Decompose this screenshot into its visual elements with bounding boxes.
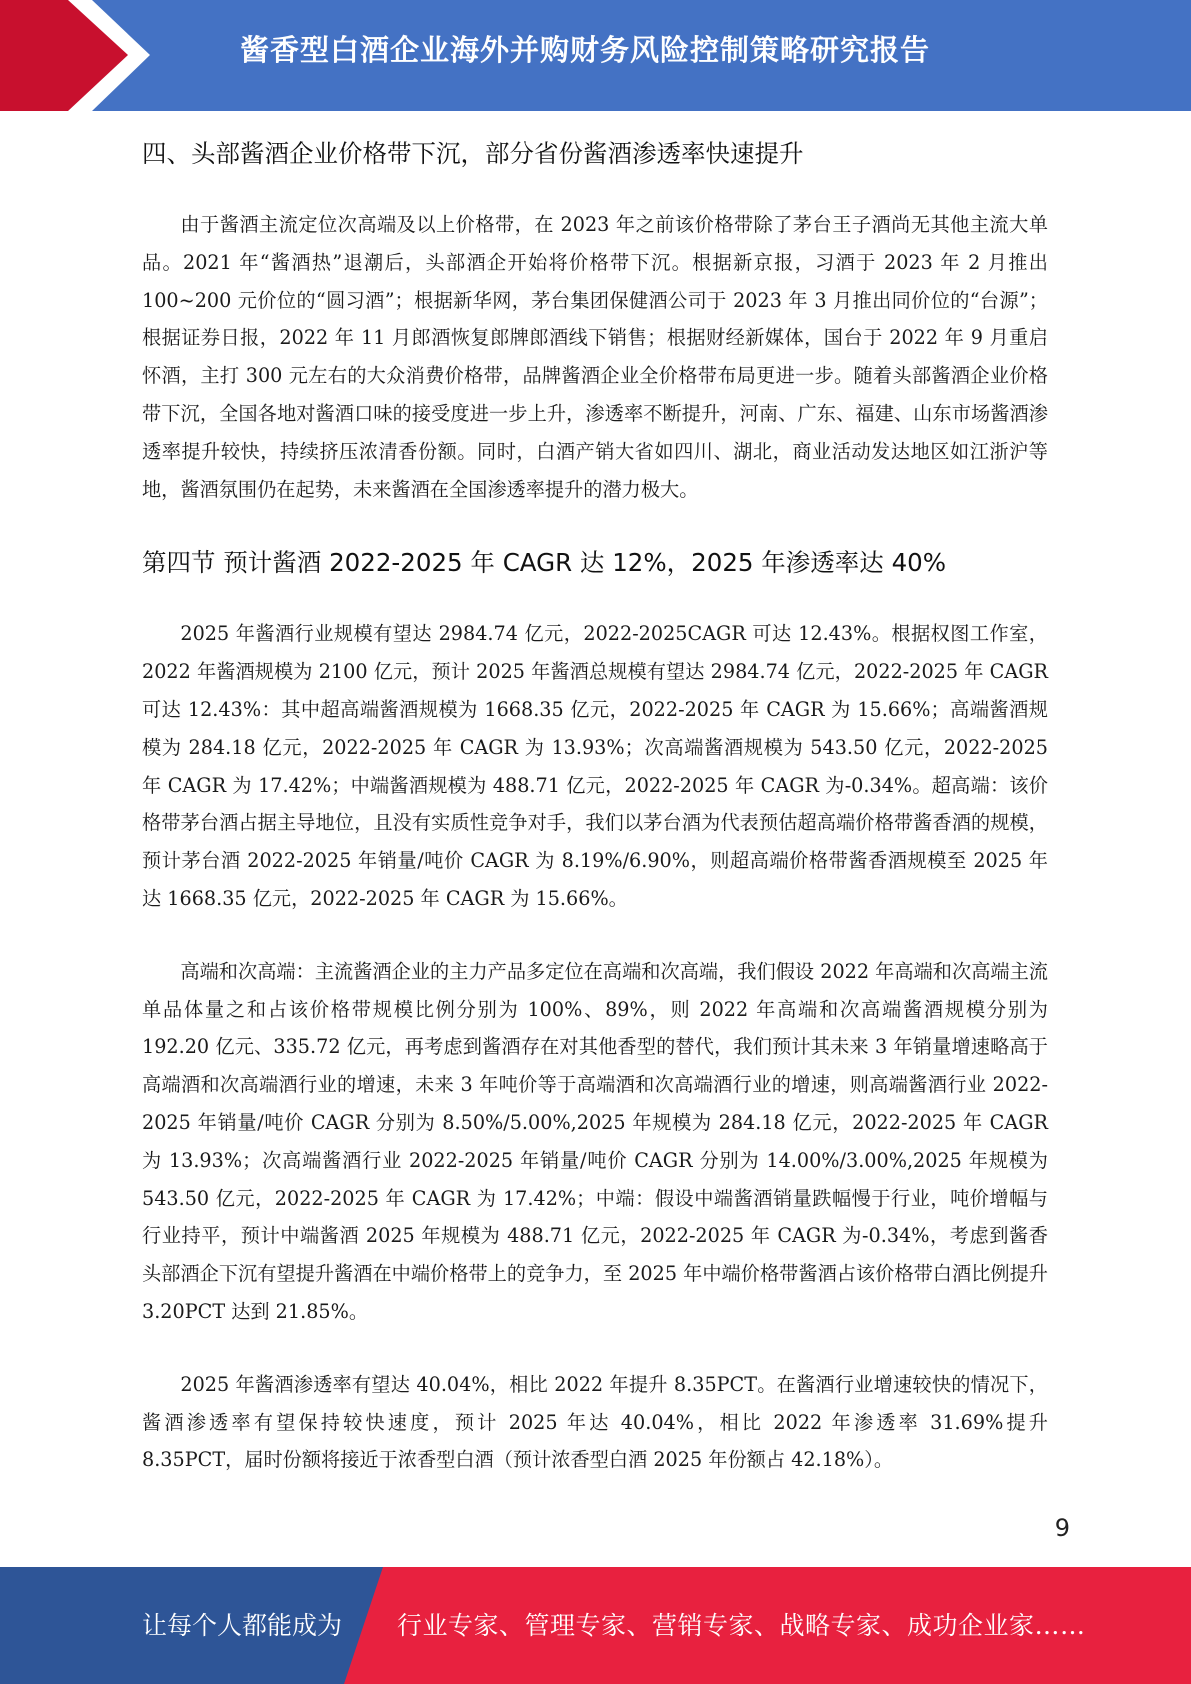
chapter-heading: 第四节 预计酱酒 2022-2025 年 CAGR 达 12%，2025 年渗透率达 40% bbox=[142, 548, 947, 578]
chevron-arrow-icon bbox=[0, 0, 160, 111]
section-heading: 四、头部酱酒企业价格带下沉，部分省份酱酒渗透率快速提升 bbox=[142, 139, 804, 168]
report-title: 酱香型白酒企业海外并购财务风险控制策略研究报告 bbox=[240, 33, 931, 67]
document-body bbox=[142, 126, 1048, 1514]
body-paragraph: 2025 年酱酒渗透率有望达 40.04%，相比 2022 年提升 8.35PCT。在酱酒行业增速较快的情况下，酱酒渗透率有望保持较快速度，预计 2025 年达 40.04%，相比 2022 年渗透率 31.69%提升 8.35PCT，届时份额将接近于浓香型白酒（预计浓香型白酒 2025 年份额占 42.18%）。 bbox=[142, 1372, 1048, 1472]
body-paragraph: 由于酱酒主流定位次高端及以上价格带，在 2023 年之前该价格带除了茅台王子酒尚无其他主流大单品。2021 年“酱酒热”退潮后，头部酒企开始将价格带下沉。根据新京报，习酒于 2023 年 2 月推出 100~200 元价位的“圆习酒”；根据新华网，茅台集团保健酒公司于 2023 年 3 月推出同价位的“台源”；根据证券日报，2022 年 11 月郎酒恢复郎牌郎酒线下销售；根据财经新媒体，国台于 2022 年 9 月重启怀酒，主打 300 元左右的大众消费价格带，品牌酱酒企业全价格带布局更进一步。随着头部酱酒企业价格带下沉，全国各地对酱酒口味的接受度进一步上升，渗透率不断提升，河南、广东、福建、山东市场酱酒渗透率提升较快，持续挤压浓清香份额。同时，白酒产销大省如四川、湖北，商业活动发达地区如江浙沪等地，酱酒氛围仍在起势，未来酱酒在全国渗透率提升的潜力极大。 bbox=[142, 213, 1048, 501]
footer-slogan-right: 行业专家、管理专家、营销专家、战略专家、成功企业家…… bbox=[397, 1611, 1086, 1640]
body-paragraph: 2025 年酱酒行业规模有望达 2984.74 亿元，2022-2025CAGR 可达 12.43%。根据权图工作室，2022 年酱酒规模为 2100 亿元，预计 2025 年酱酒总规模有望达 2984.74 亿元，2022-2025 年 CAGR 可达 12.43%：其中超高端酱酒规模为 1668.35 亿元，2022-2025 年 CAGR 为 15.66%；高端酱酒规模为 284.18 亿元，2022-2025 年 CAGR 为 13.93%；次高端酱酒规模为 543.50 亿元，2022-2025 年 CAGR 为 17.42%；中端酱酒规模为 488.71 亿元，2022-2025 年 CAGR 为-0.34%。超高端：该价格带茅台酒占据主导地位，且没有实质性竞争对手，我们以茅台酒为代表预估超高端价格带酱香酒的规模，预计茅台酒 2022-2025 年销量/吨价 CAGR 为 8.19%/6.90%，则超高端价格带酱香酒规模至 2025 年达 1668.35 亿元，2022-2025 年 CAGR 为 15.66%。 bbox=[142, 622, 1048, 910]
footer-slogan-left: 让每个人都能成为 bbox=[142, 1611, 343, 1640]
page-number: 9 bbox=[1054, 1514, 1070, 1542]
page-header bbox=[0, 0, 1191, 111]
page-footer bbox=[0, 1567, 1191, 1684]
body-paragraph: 高端和次高端：主流酱酒企业的主力产品多定位在高端和次高端，我们假设 2022 年高端和次高端主流单品体量之和占该价格带规模比例分别为 100%、89%，则 2022 年高端和次高端酱酒规模分别为 192.20 亿元、335.72 亿元，再考虑到酱酒存在对其他香型的替代，我们预计其未来 3 年销量增速略高于高端酒和次高端酒行业的增速，未来 3 年吨价等于高端酒和次高端酒行业的增速，则高端酱酒行业 2022-2025 年销量/吨价 CAGR 分别为 8.50%/5.00%,2025 年规模为 284.18 亿元，2022-2025 年 CAGR 为 13.93%；次高端酱酒行业 2022-2025 年销量/吨价 CAGR 分别为 14.00%/3.00%,2025 年规模为 543.50 亿元，2022-2025 年 CAGR 为 17.42%；中端：假设中端酱酒销量跌幅慢于行业，吨价增幅与行业持平，预计中端酱酒 2025 年规模为 488.71 亿元，2022-2025 年 CAGR 为-0.34%，考虑到酱香头部酒企下沉有望提升酱酒在中端价格带上的竞争力，至 2025 年中端价格带酱酒占该价格带白酒比例提升 3.20PCT 达到 21.85%。 bbox=[142, 959, 1048, 1323]
